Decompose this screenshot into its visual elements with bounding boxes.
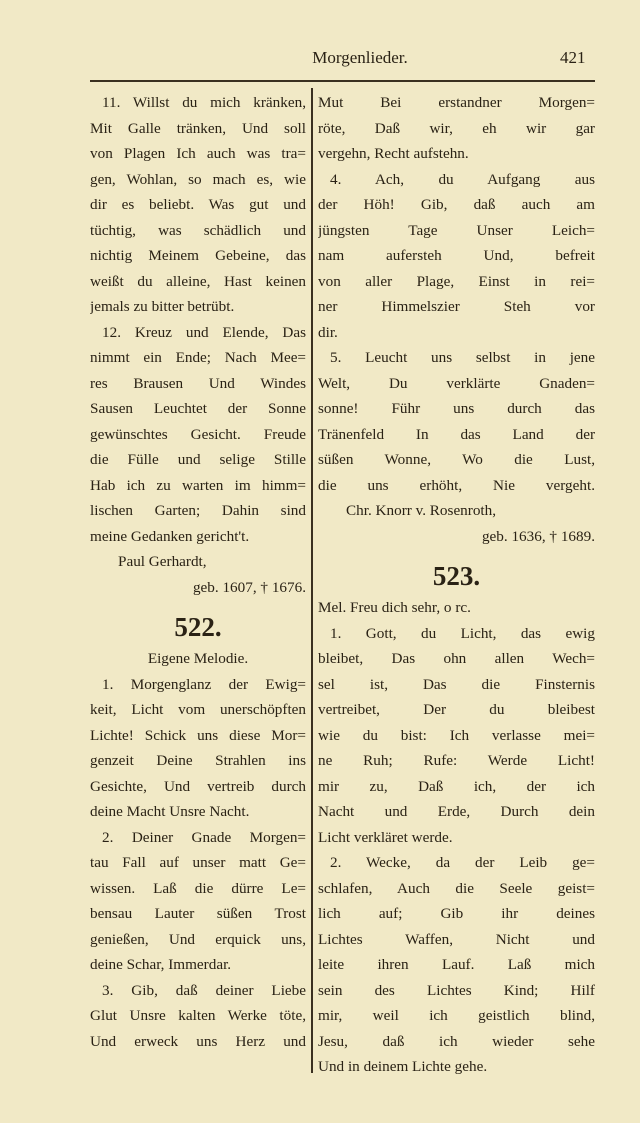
text-line: nam aufersteh Und, befreit	[318, 247, 595, 264]
text-line: Und erweck uns Herz und	[90, 1032, 306, 1050]
text-line: Welt, Du verklärte Gnaden=	[318, 374, 595, 392]
text-line: der Höh! Gib, daß auch am	[318, 196, 595, 213]
text-line: 1. Gott, du Licht, das ewig	[330, 624, 595, 642]
text-line: keit, Licht vom unerschöpften	[90, 701, 306, 718]
text-line: 12. Kreuz und Elende, Das	[102, 323, 306, 341]
text-line: lischen Garten; Dahin sind	[90, 502, 306, 519]
text-line: Licht verkläret werde.	[318, 828, 453, 846]
text-line: res Brausen Und Windes	[90, 374, 306, 392]
text-line: von aller Plage, Einst in rei=	[318, 272, 595, 290]
text-line: weißt du alleine, Hast keinen	[90, 272, 306, 290]
author-dates: geb. 1636, † 1689.	[481, 527, 595, 545]
text-line: 2. Wecke, da der Leib ge=	[330, 854, 595, 871]
text-line: mir, weil ich geistlich blind,	[318, 1007, 595, 1024]
text-line: genießen, Und erquick uns,	[90, 930, 306, 948]
text-line: Lichtes Waffen, Nicht und	[318, 930, 595, 948]
text-line: von Plagen Ich auch was tra=	[90, 145, 306, 162]
left-column	[90, 90, 306, 1054]
text-line: deine Schar, Immerdar.	[90, 956, 232, 973]
text-line: süßen Wonne, Wo die Lust,	[318, 451, 595, 468]
text-line: lich auf; Gib ihr deines	[318, 905, 595, 922]
melody-line: Eigene Melodie.	[147, 650, 249, 667]
text-line: wie du bist: Ich verlasse mei=	[318, 726, 595, 744]
text-line: Sausen Leuchtet der Sonne	[90, 400, 306, 417]
text-line: gewünschtes Gesicht. Freude	[90, 425, 306, 443]
text-line: 11. Willst du mich kränken,	[102, 94, 306, 111]
text-line: meine Gedanken gericht't.	[90, 527, 250, 545]
text-line: Gesichte, Und vertreib durch	[90, 777, 306, 795]
text-line: nimmt ein Ende; Nach Mee=	[90, 349, 306, 366]
hymn-number: 522.	[174, 612, 222, 642]
text-line: ne Ruh; Rufe: Werde Licht!	[318, 752, 595, 769]
text-line: 2. Deiner Gnade Morgen=	[102, 828, 306, 846]
text-line: tüchtig, was schädlich und	[90, 221, 306, 239]
text-line: bensau Lauter süßen Trost	[90, 905, 306, 922]
text-line: gen, Wohlan, so mach es, wie	[90, 170, 306, 188]
text-line: 1. Morgenglanz der Ewig=	[102, 675, 306, 693]
text-line: vertreibet, Der du bleibest	[318, 701, 595, 718]
text-line: tau Fall auf unser matt Ge=	[90, 854, 306, 871]
author-dates: geb. 1607, † 1676.	[192, 578, 306, 596]
text-line: vergehn, Recht aufstehn.	[318, 145, 469, 162]
text-line: leite ihren Lauf. Laß mich	[318, 956, 595, 973]
text-line: dir.	[318, 323, 338, 341]
running-header	[0, 48, 640, 68]
text-line: die Fülle und selige Stille	[90, 451, 306, 468]
author-line: Paul Gerhardt,	[118, 553, 207, 570]
text-line: Mut Bei erstandner Morgen=	[318, 94, 595, 111]
text-line: sein des Lichtes Kind; Hilf	[318, 981, 595, 999]
text-line: schlafen, Auch die Seele geist=	[318, 879, 595, 897]
text-line: ner Himmelszier Steh vor	[318, 298, 595, 315]
text-line: Lichte! Schick uns diese Mor=	[90, 726, 306, 744]
text-line: die uns erhöht, Nie vergeht.	[318, 476, 595, 494]
header-title: Morgenlieder.	[312, 48, 408, 67]
text-line: mir zu, Daß ich, der ich	[318, 777, 595, 795]
column-divider	[311, 88, 313, 1073]
right-column	[318, 90, 595, 1080]
text-line: sel ist, Das die Finsternis	[318, 675, 595, 693]
text-line: nichtig Meinem Gebeine, das	[90, 247, 306, 264]
hymn-number: 523.	[432, 561, 481, 591]
text-line: Nacht und Erde, Durch dein	[318, 803, 595, 820]
header-rule	[90, 80, 595, 82]
text-line: Tränenfeld In das Land der	[318, 425, 595, 443]
text-line: genzeit Deine Strahlen ins	[90, 752, 306, 769]
text-line: 5. Leucht uns selbst in jene	[330, 349, 595, 366]
text-line: jüngsten Tage Unser Leich=	[318, 221, 595, 239]
text-line: dir es beliebt. Was gut und	[90, 196, 306, 213]
text-line: Hab ich zu warten im himm=	[90, 476, 306, 494]
text-line: 4. Ach, du Aufgang aus	[330, 170, 595, 188]
text-line: Jesu, daß ich wieder sehe	[318, 1032, 595, 1050]
text-line: Mel. Freu dich sehr, o rc.	[318, 599, 471, 616]
text-line: jemals zu bitter betrübt.	[90, 298, 235, 315]
text-line: Mit Galle tränken, Und soll	[90, 119, 306, 137]
text-line: Und in deinem Lichte gehe.	[318, 1058, 488, 1075]
author-line: Chr. Knorr v. Rosenroth,	[346, 502, 497, 519]
text-line: wissen. Laß die dürre Le=	[90, 879, 306, 897]
text-line: deine Macht Unsre Nacht.	[90, 803, 250, 820]
text-line: sonne! Führ uns durch das	[318, 400, 595, 417]
text-line: röte, Daß wir, eh wir gar	[318, 119, 595, 137]
text-line: 3. Gib, daß deiner Liebe	[102, 981, 306, 999]
page-number: 421	[560, 48, 586, 67]
text-line: bleibet, Das ohn allen Wech=	[318, 650, 595, 667]
text-line: Glut Unsre kalten Werke töte,	[90, 1007, 306, 1024]
